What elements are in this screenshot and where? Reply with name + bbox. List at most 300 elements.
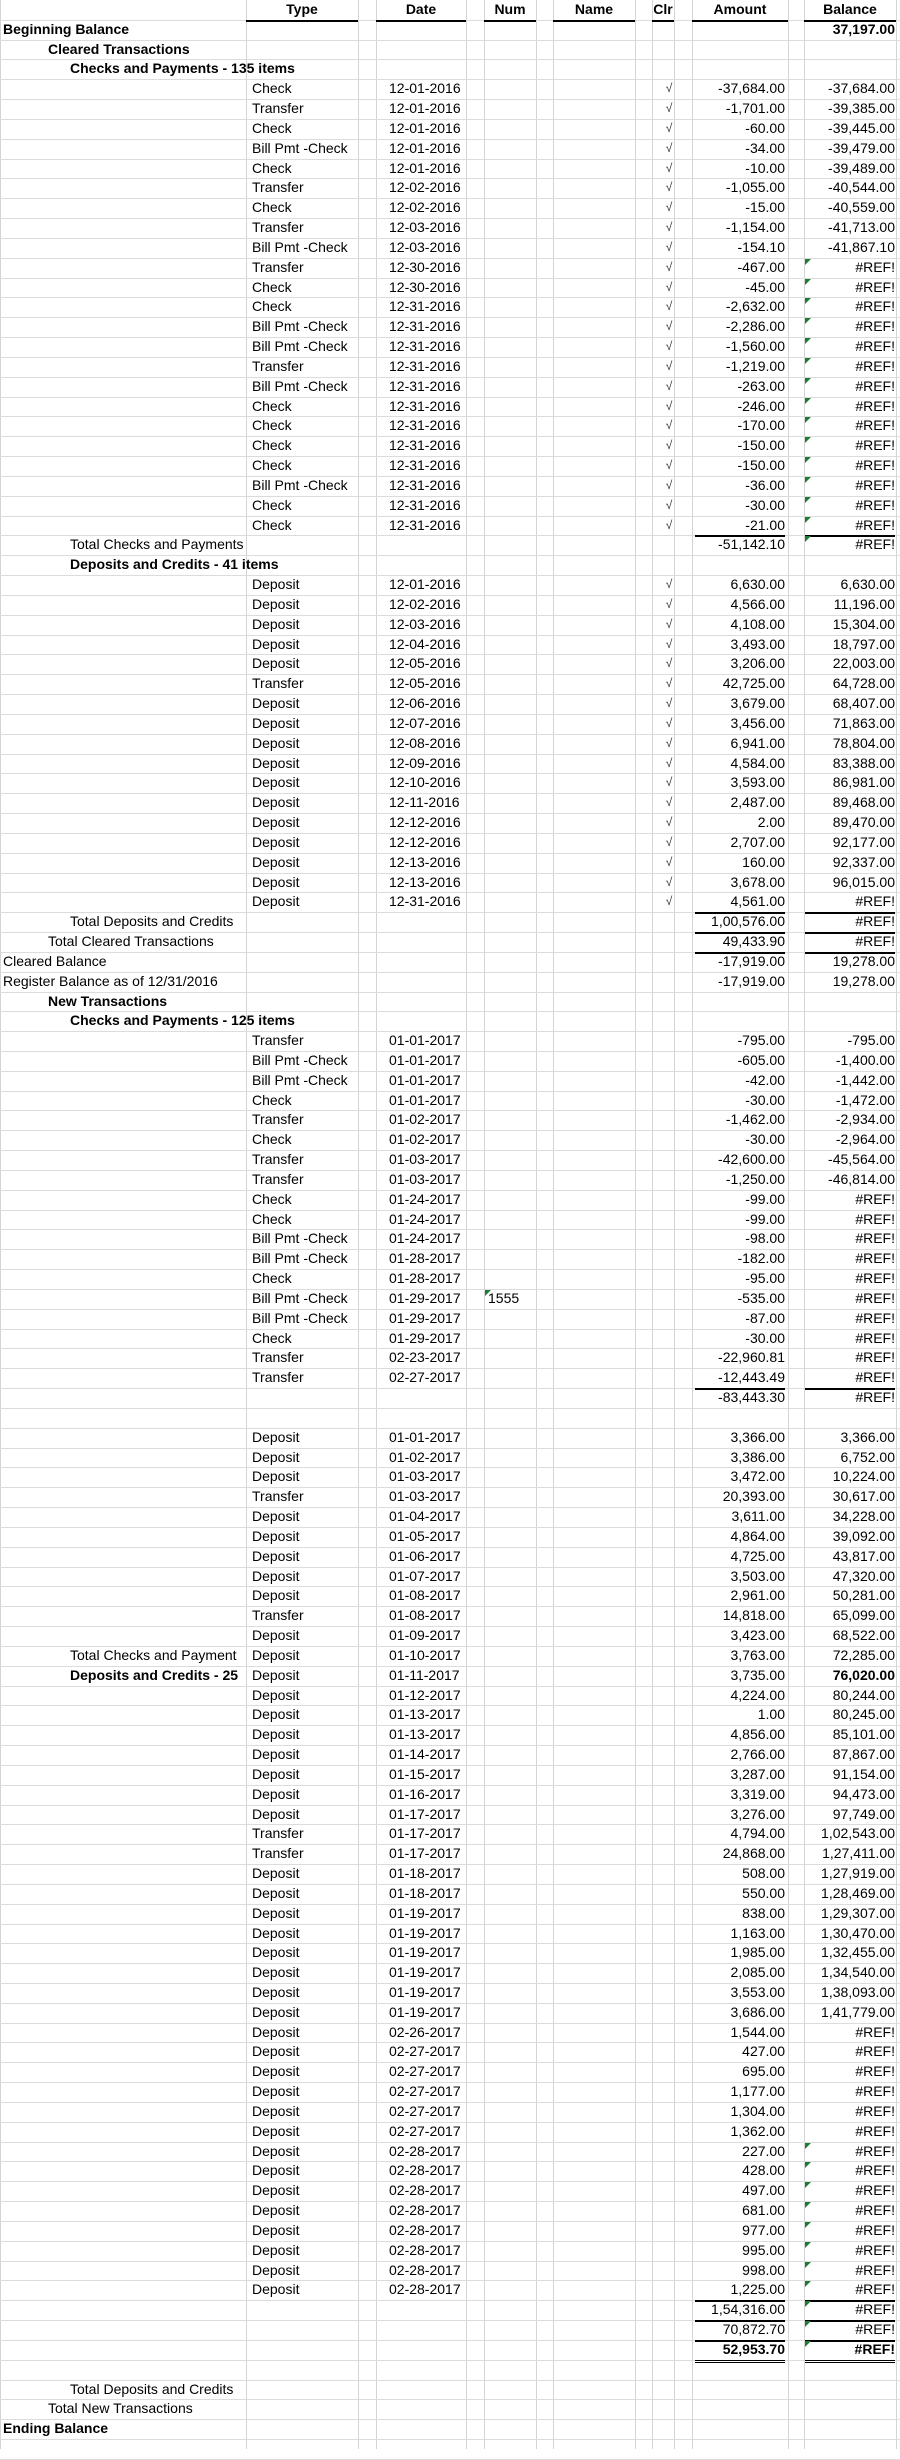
transaction-row[interactable] <box>0 1646 900 1666</box>
balance-cell[interactable]: #REF! <box>855 417 895 434</box>
date-cell[interactable]: 01-06-2017 <box>389 1547 461 1564</box>
balance-cell[interactable]: 89,470.00 <box>832 814 895 831</box>
cleared-checkmark[interactable]: √ <box>665 220 673 235</box>
amount-cell[interactable]: -30.00 <box>745 1131 785 1148</box>
balance-cell[interactable]: -41,713.00 <box>828 219 895 236</box>
cleared-checkmark[interactable]: √ <box>665 517 673 532</box>
transaction-row[interactable] <box>0 99 900 119</box>
type-cell[interactable]: Check <box>252 199 292 216</box>
balance-cell[interactable]: 10,224.00 <box>832 1468 895 1485</box>
cleared-checkmark[interactable]: √ <box>665 616 673 631</box>
amount-cell[interactable]: -22,960.81 <box>718 1349 785 1366</box>
amount-cell[interactable]: -1,219.00 <box>725 357 785 374</box>
date-cell[interactable]: 12-02-2016 <box>389 179 461 196</box>
type-cell[interactable]: Deposit <box>252 873 300 890</box>
type-cell[interactable]: Deposit <box>252 2043 300 2060</box>
amount-cell[interactable]: -150.00 <box>737 437 785 454</box>
type-cell[interactable]: Check <box>252 516 292 533</box>
header-num[interactable]: Num <box>484 0 536 22</box>
date-cell[interactable]: 01-11-2017 <box>389 1666 460 1683</box>
transaction-row[interactable] <box>0 337 900 357</box>
amount-cell[interactable]: -1,250.00 <box>725 1170 785 1187</box>
balance-cell[interactable]: #REF! <box>855 338 895 355</box>
transaction-row[interactable] <box>0 2062 900 2082</box>
transaction-row[interactable] <box>0 357 900 377</box>
amount-cell[interactable]: 70,872.70 <box>695 2320 785 2342</box>
type-cell[interactable]: Transfer <box>252 1825 304 1842</box>
date-cell[interactable]: 01-10-2017 <box>389 1646 461 1663</box>
balance-cell[interactable]: #REF! <box>855 2202 895 2219</box>
transaction-row[interactable] <box>0 2102 900 2122</box>
transaction-row[interactable] <box>0 635 900 655</box>
type-cell[interactable]: Deposit <box>252 794 300 811</box>
transaction-row[interactable] <box>0 853 900 873</box>
cleared-checkmark[interactable]: √ <box>665 339 673 354</box>
type-cell[interactable]: Deposit <box>252 853 300 870</box>
amount-cell[interactable]: -42.00 <box>745 1071 785 1088</box>
row-label[interactable]: Total Cleared Transactions <box>48 933 214 949</box>
amount-cell[interactable]: -150.00 <box>737 457 785 474</box>
transaction-row[interactable] <box>0 1904 900 1924</box>
date-cell[interactable]: 01-24-2017 <box>389 1190 461 1207</box>
row-label[interactable]: Total Checks and Payments <box>70 536 244 553</box>
cleared-checkmark[interactable]: √ <box>665 696 673 711</box>
transaction-row[interactable] <box>0 575 900 595</box>
transaction-row[interactable] <box>0 1943 900 1963</box>
section-row[interactable] <box>0 535 900 555</box>
row-label[interactable]: Register Balance as of 12/31/2016 <box>3 972 218 989</box>
cleared-checkmark[interactable]: √ <box>665 120 673 135</box>
transaction-row[interactable] <box>0 1864 900 1884</box>
section-row[interactable] <box>0 2419 900 2439</box>
transaction-row[interactable] <box>0 2261 900 2281</box>
date-cell[interactable]: 01-18-2017 <box>389 1884 461 1901</box>
balance-cell[interactable]: #REF! <box>855 476 895 493</box>
balance-cell[interactable]: 1,02,543.00 <box>821 1825 895 1842</box>
amount-cell[interactable]: 42,725.00 <box>722 675 785 692</box>
type-cell[interactable]: Transfer <box>252 1349 304 1366</box>
type-cell[interactable]: Bill Pmt -Check <box>252 1250 348 1267</box>
date-cell[interactable]: 01-03-2017 <box>389 1488 461 1505</box>
amount-cell[interactable]: -17,919.00 <box>718 972 785 989</box>
amount-cell[interactable]: 4,224.00 <box>730 1686 785 1703</box>
date-cell[interactable]: 01-17-2017 <box>389 1845 461 1862</box>
balance-cell[interactable]: 72,285.00 <box>832 1646 895 1663</box>
type-cell[interactable]: Deposit <box>252 833 300 850</box>
cleared-checkmark[interactable]: √ <box>665 319 673 334</box>
type-cell[interactable]: Deposit <box>252 1627 300 1644</box>
date-cell[interactable]: 01-29-2017 <box>389 1289 461 1306</box>
type-cell[interactable]: Deposit <box>252 734 300 751</box>
amount-cell[interactable]: -10.00 <box>745 159 785 176</box>
date-cell[interactable]: 02-28-2017 <box>389 2162 461 2179</box>
transaction-row[interactable] <box>0 2221 900 2241</box>
date-cell[interactable]: 12-31-2016 <box>389 437 461 454</box>
amount-cell[interactable]: 998.00 <box>742 2261 785 2278</box>
balance-cell[interactable]: #REF! <box>805 2340 895 2363</box>
date-cell[interactable]: 01-19-2017 <box>389 1964 461 1981</box>
type-cell[interactable]: Deposit <box>252 576 300 593</box>
date-cell[interactable]: 02-28-2017 <box>389 2261 461 2278</box>
balance-cell[interactable]: 3,366.00 <box>840 1428 895 1445</box>
type-cell[interactable]: Check <box>252 496 292 513</box>
amount-cell[interactable]: 1.00 <box>757 1706 785 1723</box>
header-name[interactable]: Name <box>553 0 635 22</box>
amount-cell[interactable]: -154.10 <box>737 238 785 255</box>
transaction-row[interactable] <box>0 397 900 417</box>
type-cell[interactable]: Transfer <box>252 1607 304 1624</box>
row-label[interactable]: Total Deposits and Credits <box>70 913 234 930</box>
transaction-row[interactable] <box>0 1170 900 1190</box>
amount-cell[interactable]: -99.00 <box>745 1190 785 1207</box>
amount-cell[interactable]: 2,085.00 <box>730 1964 785 1981</box>
type-cell[interactable]: Transfer <box>252 179 304 196</box>
num-cell[interactable]: 1555 <box>488 1289 520 1306</box>
cleared-checkmark[interactable]: √ <box>665 755 673 770</box>
cleared-checkmark[interactable]: √ <box>665 477 673 492</box>
transaction-row[interactable] <box>0 476 900 496</box>
transaction-row[interactable] <box>0 119 900 139</box>
amount-cell[interactable]: -1,560.00 <box>725 338 785 355</box>
transaction-row[interactable] <box>0 317 900 337</box>
transaction-row[interactable] <box>0 734 900 754</box>
balance-cell[interactable]: 1,41,779.00 <box>821 2003 895 2020</box>
balance-cell[interactable]: #REF! <box>855 1309 895 1326</box>
type-cell[interactable]: Deposit <box>252 774 300 791</box>
date-cell[interactable]: 12-31-2016 <box>389 298 461 315</box>
transaction-row[interactable] <box>0 2122 900 2142</box>
date-cell[interactable]: 01-24-2017 <box>389 1230 461 1247</box>
cleared-checkmark[interactable]: √ <box>665 795 673 810</box>
amount-cell[interactable]: -36.00 <box>745 476 785 493</box>
amount-cell[interactable]: -1,701.00 <box>725 100 785 117</box>
date-cell[interactable]: 01-01-2017 <box>389 1051 461 1068</box>
total-row[interactable] <box>0 1408 900 1428</box>
date-cell[interactable]: 12-31-2016 <box>389 496 461 513</box>
row-label[interactable]: Total New Transactions <box>48 2400 193 2417</box>
date-cell[interactable]: 12-02-2016 <box>389 199 461 216</box>
type-cell[interactable]: Check <box>252 417 292 434</box>
amount-cell[interactable]: 3,593.00 <box>730 774 785 791</box>
type-cell[interactable]: Deposit <box>252 754 300 771</box>
date-cell[interactable]: 02-27-2017 <box>389 2083 461 2100</box>
amount-cell[interactable]: -467.00 <box>737 258 785 275</box>
type-cell[interactable]: Deposit <box>252 1865 300 1882</box>
transaction-row[interactable] <box>0 1606 900 1626</box>
date-cell[interactable]: 12-01-2016 <box>389 119 461 136</box>
date-cell[interactable]: 12-01-2016 <box>389 159 461 176</box>
balance-cell[interactable]: 87,867.00 <box>832 1746 895 1763</box>
transaction-row[interactable] <box>0 1448 900 1468</box>
amount-cell[interactable]: 3,386.00 <box>730 1448 785 1465</box>
type-cell[interactable]: Bill Pmt -Check <box>252 377 348 394</box>
date-cell[interactable]: 02-27-2017 <box>389 2043 461 2060</box>
balance-cell[interactable]: 30,617.00 <box>832 1488 895 1505</box>
amount-cell[interactable]: 2,766.00 <box>730 1746 785 1763</box>
cleared-checkmark[interactable]: √ <box>665 81 673 96</box>
type-cell[interactable]: Deposit <box>252 1964 300 1981</box>
transaction-row[interactable] <box>0 416 900 436</box>
type-cell[interactable]: Deposit <box>252 1448 300 1465</box>
balance-cell[interactable]: -37,684.00 <box>828 80 895 97</box>
amount-cell[interactable]: -795.00 <box>737 1032 785 1049</box>
amount-cell[interactable]: 695.00 <box>742 2063 785 2080</box>
balance-cell[interactable]: #REF! <box>855 2221 895 2238</box>
balance-cell[interactable]: 43,817.00 <box>832 1547 895 1564</box>
type-cell[interactable]: Transfer <box>252 1111 304 1128</box>
balance-cell[interactable]: 11,196.00 <box>833 595 895 612</box>
date-cell[interactable]: 01-09-2017 <box>389 1627 461 1644</box>
transaction-row[interactable] <box>0 1487 900 1507</box>
cleared-checkmark[interactable]: √ <box>665 259 673 274</box>
amount-cell[interactable]: 2.00 <box>757 814 785 831</box>
section-row[interactable] <box>0 40 900 60</box>
balance-cell[interactable]: 1,29,307.00 <box>821 1904 895 1921</box>
type-cell[interactable]: Deposit <box>252 1527 300 1544</box>
transaction-row[interactable] <box>0 238 900 258</box>
transaction-row[interactable] <box>0 1507 900 1527</box>
amount-cell[interactable]: 3,679.00 <box>730 695 785 712</box>
type-cell[interactable]: Deposit <box>252 2281 300 2298</box>
transaction-row[interactable] <box>0 2003 900 2023</box>
amount-cell[interactable]: -98.00 <box>745 1230 785 1247</box>
date-cell[interactable]: 02-28-2017 <box>389 2182 461 2199</box>
date-cell[interactable]: 01-28-2017 <box>389 1270 461 1287</box>
section-row[interactable] <box>0 972 900 992</box>
transaction-row[interactable] <box>0 654 900 674</box>
date-cell[interactable]: 01-13-2017 <box>389 1706 461 1723</box>
date-cell[interactable]: 12-03-2016 <box>389 615 461 632</box>
date-cell[interactable]: 02-28-2017 <box>389 2281 461 2298</box>
type-cell[interactable]: Deposit <box>252 1765 300 1782</box>
cleared-checkmark[interactable]: √ <box>665 815 673 830</box>
balance-cell[interactable]: #REF! <box>855 2241 895 2258</box>
balance-cell[interactable]: #REF! <box>855 258 895 275</box>
amount-cell[interactable]: 1,544.00 <box>730 2023 785 2040</box>
balance-cell[interactable]: -39,489.00 <box>828 159 895 176</box>
date-cell[interactable]: 01-02-2017 <box>389 1448 461 1465</box>
date-cell[interactable]: 12-01-2016 <box>389 100 461 117</box>
amount-cell[interactable]: 24,868.00 <box>722 1845 785 1862</box>
balance-cell[interactable]: #REF! <box>855 1329 895 1346</box>
total-row[interactable] <box>0 2340 900 2360</box>
type-cell[interactable]: Transfer <box>252 1151 304 1168</box>
transaction-row[interactable] <box>0 178 900 198</box>
type-cell[interactable]: Bill Pmt -Check <box>252 338 348 355</box>
section-row[interactable] <box>0 2399 900 2419</box>
amount-cell[interactable]: 3,423.00 <box>730 1627 785 1644</box>
amount-cell[interactable]: 227.00 <box>742 2142 785 2159</box>
type-cell[interactable]: Deposit <box>252 2142 300 2159</box>
total-row[interactable] <box>0 2320 900 2340</box>
date-cell[interactable]: 01-03-2017 <box>389 1151 461 1168</box>
date-cell[interactable]: 02-28-2017 <box>389 2221 461 2238</box>
type-cell[interactable]: Transfer <box>252 258 304 275</box>
transaction-row[interactable] <box>0 754 900 774</box>
transaction-row[interactable] <box>0 1963 900 1983</box>
transaction-row[interactable] <box>0 694 900 714</box>
balance-cell[interactable]: -40,544.00 <box>828 179 895 196</box>
date-cell[interactable]: 01-03-2017 <box>389 1468 461 1485</box>
type-cell[interactable]: Deposit <box>252 1547 300 1564</box>
row-label[interactable]: Checks and Payments - 135 items <box>70 60 295 77</box>
type-cell[interactable]: Deposit <box>252 714 300 731</box>
type-cell[interactable]: Deposit <box>252 2162 300 2179</box>
balance-cell[interactable]: #REF! <box>855 457 895 474</box>
date-cell[interactable]: 12-31-2016 <box>389 377 461 394</box>
amount-cell[interactable]: 3,276.00 <box>730 1805 785 1822</box>
cleared-checkmark[interactable]: √ <box>665 378 673 393</box>
amount-cell[interactable]: -87.00 <box>745 1309 785 1326</box>
cleared-checkmark[interactable]: √ <box>665 160 673 175</box>
type-cell[interactable]: Deposit <box>252 2003 300 2020</box>
section-row[interactable] <box>0 1011 900 1031</box>
cleared-checkmark[interactable]: √ <box>665 636 673 651</box>
header-clr[interactable]: Clr <box>652 0 674 22</box>
header-balance[interactable]: Balance <box>804 0 896 22</box>
amount-cell[interactable]: -12,443.49 <box>695 1368 785 1390</box>
amount-cell[interactable]: 3,686.00 <box>730 2003 785 2020</box>
transaction-row[interactable] <box>0 198 900 218</box>
amount-cell[interactable]: 49,433.90 <box>695 932 785 954</box>
date-cell[interactable]: 01-18-2017 <box>389 1865 461 1882</box>
date-cell[interactable]: 12-31-2016 <box>389 338 461 355</box>
balance-cell[interactable]: 6,752.00 <box>840 1448 895 1465</box>
balance-cell[interactable]: #REF! <box>855 357 895 374</box>
type-cell[interactable]: Deposit <box>252 2241 300 2258</box>
date-cell[interactable]: 12-12-2016 <box>389 833 461 850</box>
transaction-row[interactable] <box>0 1626 900 1646</box>
amount-cell[interactable]: 1,304.00 <box>730 2102 785 2119</box>
amount-cell[interactable]: -246.00 <box>737 397 785 414</box>
balance-cell[interactable]: #REF! <box>855 318 895 335</box>
type-cell[interactable]: Deposit <box>252 615 300 632</box>
balance-cell[interactable]: -2,934.00 <box>835 1111 895 1128</box>
date-cell[interactable]: 01-13-2017 <box>389 1726 461 1743</box>
amount-cell[interactable]: 995.00 <box>742 2241 785 2258</box>
transaction-row[interactable] <box>0 1210 900 1230</box>
transaction-row[interactable] <box>0 2241 900 2261</box>
date-cell[interactable]: 12-05-2016 <box>389 675 461 692</box>
balance-cell[interactable]: 37,197.00 <box>832 20 895 37</box>
transaction-row[interactable] <box>0 2082 900 2102</box>
balance-cell[interactable]: #REF! <box>855 1250 895 1267</box>
balance-cell[interactable]: 15,304.00 <box>832 615 895 632</box>
transaction-row[interactable] <box>0 278 900 298</box>
date-cell[interactable]: 02-26-2017 <box>389 2023 461 2040</box>
transaction-row[interactable] <box>0 773 900 793</box>
date-cell[interactable]: 02-23-2017 <box>389 1349 461 1366</box>
date-cell[interactable]: 12-31-2016 <box>389 357 461 374</box>
transaction-row[interactable] <box>0 892 900 912</box>
balance-cell[interactable]: 19,278.00 <box>832 972 895 989</box>
balance-cell[interactable]: -40,559.00 <box>828 199 895 216</box>
amount-cell[interactable]: -30.00 <box>745 1329 785 1346</box>
date-cell[interactable]: 12-31-2016 <box>389 516 461 533</box>
type-cell[interactable]: Deposit <box>252 695 300 712</box>
amount-cell[interactable]: 2,487.00 <box>730 794 785 811</box>
date-cell[interactable]: 01-16-2017 <box>389 1785 461 1802</box>
type-cell[interactable]: Deposit <box>252 1428 300 1445</box>
amount-cell[interactable]: -37,684.00 <box>718 80 785 97</box>
transaction-row[interactable] <box>0 2142 900 2162</box>
type-cell[interactable]: Deposit <box>252 2023 300 2040</box>
transaction-row[interactable] <box>0 1844 900 1864</box>
balance-cell[interactable]: 39,092.00 <box>832 1527 895 1544</box>
amount-cell[interactable]: 3,472.00 <box>730 1468 785 1485</box>
balance-cell[interactable]: #REF! <box>855 2162 895 2179</box>
type-cell[interactable]: Deposit <box>252 2221 300 2238</box>
type-cell[interactable]: Deposit <box>252 1646 300 1663</box>
cleared-checkmark[interactable]: √ <box>665 279 673 294</box>
type-cell[interactable]: Deposit <box>252 655 300 672</box>
date-cell[interactable]: 01-01-2017 <box>389 1091 461 1108</box>
cleared-checkmark[interactable]: √ <box>665 775 673 790</box>
balance-cell[interactable]: #REF! <box>855 2063 895 2080</box>
amount-cell[interactable]: 4,864.00 <box>730 1527 785 1544</box>
cleared-checkmark[interactable]: √ <box>665 418 673 433</box>
date-cell[interactable]: 01-24-2017 <box>389 1210 461 1227</box>
type-cell[interactable]: Check <box>252 1190 292 1207</box>
balance-cell[interactable]: -2,964.00 <box>835 1131 895 1148</box>
transaction-row[interactable] <box>0 674 900 694</box>
type-cell[interactable]: Check <box>252 397 292 414</box>
transaction-row[interactable] <box>0 436 900 456</box>
cleared-checkmark[interactable]: √ <box>665 239 673 254</box>
balance-cell[interactable]: #REF! <box>855 1289 895 1306</box>
cleared-checkmark[interactable]: √ <box>665 676 673 691</box>
type-cell[interactable]: Bill Pmt -Check <box>252 1230 348 1247</box>
amount-cell[interactable]: 2,961.00 <box>730 1587 785 1604</box>
balance-cell[interactable]: 1,32,455.00 <box>821 1944 895 1961</box>
amount-cell[interactable]: -182.00 <box>737 1250 785 1267</box>
balance-cell[interactable]: -1,472.00 <box>835 1091 895 1108</box>
cleared-checkmark[interactable]: √ <box>665 656 673 671</box>
balance-cell[interactable]: #REF! <box>805 2320 895 2342</box>
balance-cell[interactable]: 78,804.00 <box>832 734 895 751</box>
type-cell[interactable]: Check <box>252 1270 292 1287</box>
amount-cell[interactable]: 3,611.00 <box>731 1508 785 1525</box>
date-cell[interactable]: 12-08-2016 <box>389 734 461 751</box>
transaction-row[interactable] <box>0 595 900 615</box>
type-cell[interactable]: Deposit <box>252 2261 300 2278</box>
balance-cell[interactable]: 1,27,411.00 <box>822 1845 895 1862</box>
amount-cell[interactable]: 4,584.00 <box>730 754 785 771</box>
type-cell[interactable]: Deposit <box>252 1984 300 2000</box>
type-cell[interactable]: Deposit <box>252 1567 300 1584</box>
transaction-row[interactable] <box>0 833 900 853</box>
transaction-row[interactable] <box>0 1309 900 1329</box>
amount-cell[interactable]: 3,763.00 <box>730 1646 785 1663</box>
balance-cell[interactable]: -45,564.00 <box>828 1151 895 1168</box>
type-cell[interactable]: Check <box>252 437 292 454</box>
type-cell[interactable]: Deposit <box>252 2063 300 2080</box>
balance-cell[interactable]: #REF! <box>855 2182 895 2199</box>
type-cell[interactable]: Bill Pmt -Check <box>252 1051 348 1068</box>
type-cell[interactable]: Check <box>252 278 292 295</box>
amount-cell[interactable]: -15.00 <box>745 199 785 216</box>
date-cell[interactable]: 12-31-2016 <box>389 457 461 474</box>
balance-cell[interactable]: -795.00 <box>847 1032 895 1049</box>
balance-cell[interactable]: 47,320.00 <box>832 1567 895 1584</box>
date-cell[interactable]: 12-01-2016 <box>389 576 461 593</box>
date-cell[interactable]: 02-28-2017 <box>389 2142 461 2159</box>
amount-cell[interactable]: -1,154.00 <box>725 219 785 236</box>
transaction-row[interactable] <box>0 1428 900 1448</box>
date-cell[interactable]: 01-17-2017 <box>389 1825 461 1842</box>
amount-cell[interactable]: 1,54,316.00 <box>695 2300 785 2322</box>
date-cell[interactable]: 02-28-2017 <box>389 2202 461 2219</box>
